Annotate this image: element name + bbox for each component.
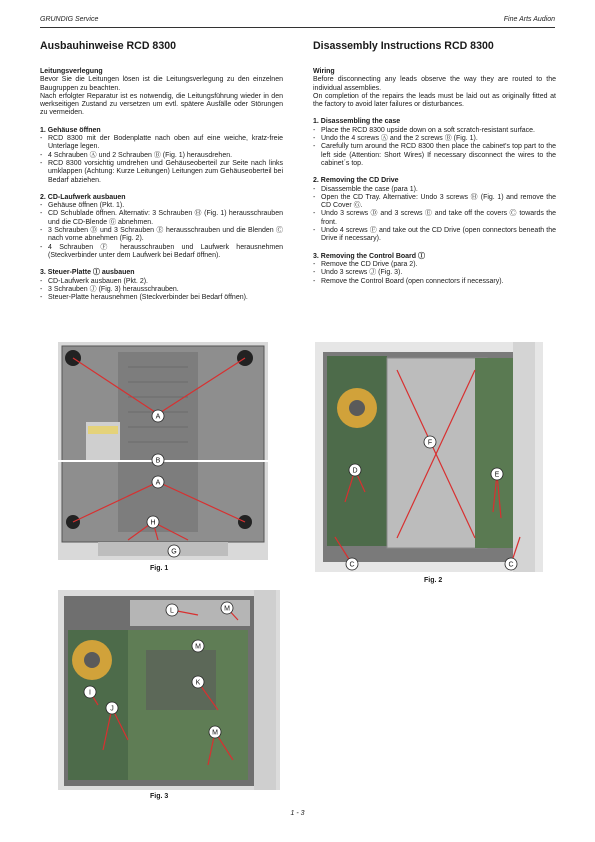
list-item: - Remove the Control Board (open connectors if necessary). [313,278,556,286]
list-item: - RCD 8300 vorsichtig umdrehen und Gehäuseoberteil zur Seite nach links umklappen (Achtung: Kurze Leitungen) Leitungen zum Gehäuseoberteil bei Bedarf abziehen. [40,160,283,185]
list-item: - RCD 8300 mit der Bodenplatte nach oben auf eine weiche, kratz-freie Unterlage legen. [40,135,283,152]
english-title: Disassembly Instructions RCD 8300 [313,40,494,52]
english-column [313,40,556,295]
screw-label: B [155,457,161,465]
list-item: - Gehäuse öffnen (Pkt. 1). [40,202,283,210]
screw-label: D [352,467,358,475]
screw-label: M [195,643,201,651]
figure-3-caption: Fig. 3 [150,793,169,800]
english-section-1 [313,118,556,168]
page-number: 1 - 3 [290,810,305,817]
paragraph: On completion of the repairs the leads must be laid out as originally fitted at the factory to avoid later failures or disturbances. [313,92,556,109]
figure-1-caption: Fig. 1 [150,565,169,572]
screw-label: I [89,689,91,697]
list-item: - Undo 4 screws Ⓕ and take out the CD Drive (open connectors beneath the Drive if necessary). [313,227,556,244]
screw-label: J [110,705,114,713]
german-wiring-section [40,68,283,118]
header-right: Fine Arts Audion [503,16,555,23]
list-item: - Open the CD Tray. Alternative: Undo 3 screws Ⓗ (Fig. 1) and remove the CD Cover Ⓖ. [313,194,556,211]
list-item: - 3 Schrauben Ⓙ (Fig. 3) herausschrauben. [40,286,283,294]
section-heading: 3. Steuer-Platte Ⓘ ausbauen [40,269,135,277]
section-heading: 2. CD-Laufwerk ausbauen [40,193,126,201]
list-item: - CD Schublade öffnen. Alternativ: 3 Schrauben Ⓗ (Fig. 1) herausschrauben und die CD-Blende Ⓖ abnehmen. [40,210,283,227]
german-section-1 [40,127,283,185]
english-section-3 [313,253,556,286]
screw-label: L [170,607,174,615]
list-item: - 4 Schrauben Ⓕ herausschrauben und Laufwerk herausnehmen (Steckverbinder unter dem Laufwerk bei Bedarf öffnen). [40,244,283,261]
english-wiring-section [313,68,556,109]
paragraph: Nach erfolgter Reparatur ist es notwendig, die Leitungsführung wieder in den werkseitigen Zustand zu versetzen um evtl. spätere Ausfälle oder Störungen zu vermeiden. [40,92,283,117]
list-item: - Place the RCD 8300 upside down on a soft scratch-resistant surface. [313,127,556,135]
section-heading: 3. Removing the Control Board Ⓘ [313,252,426,260]
screw-label: E [494,471,500,479]
figure-2-caption: Fig. 2 [424,577,443,584]
list-item: - Remove the CD Drive (para 2). [313,261,556,269]
screw-label: M [224,605,230,613]
section-heading: Wiring [313,68,335,75]
list-item: - 3 Schrauben Ⓓ und 3 Schrauben Ⓔ herausschrauben und die Blenden Ⓒ nach vorne abnehmen (Fig. 2). [40,227,283,244]
screw-label: K [195,679,201,687]
screw-label: A [155,479,161,487]
screw-label: H [150,519,156,527]
list-item: - Undo 3 screws Ⓓ and 3 screws Ⓔ and take off the covers Ⓒ towards the front. [313,210,556,227]
paragraph: Bevor Sie die Leitungen lösen ist die Leitungsverlegung zu den einzelnen Baugruppen zu beachten. [40,76,283,92]
german-section-2 [40,194,283,260]
list-item: - Undo the 4 screws Ⓐ and the 2 screws Ⓑ (Fig. 1). [313,135,556,143]
german-title: Ausbauhinweise RCD 8300 [40,40,176,52]
section-heading: 1. Disassembling the case [313,118,401,126]
section-heading: Leitungsverlegung [40,68,103,75]
paragraph: Before disconnecting any leads observe the way they are routed to the individual assemblies. [313,76,556,92]
german-section-3 [40,269,283,302]
screw-label: G [171,548,177,556]
english-section-2 [313,177,556,243]
section-heading: 2. Removing the CD Drive [313,177,399,185]
screw-label: A [155,413,161,421]
list-item: - Undo 3 screws Ⓙ (Fig. 3). [313,269,556,277]
screw-label: C [349,561,355,569]
list-item: - CD-Laufwerk ausbauen (Pkt. 2). [40,278,283,286]
screw-label: F [427,439,433,447]
german-column [40,40,283,311]
screw-label: M [212,729,218,737]
list-item: - Disassemble the case (para 1). [313,186,556,194]
list-item: - 4 Schrauben Ⓐ und 2 Schrauben Ⓑ (Fig. 1) herausdrehen. [40,152,283,160]
list-item: - Carefully turn around the RCD 8300 then place the cabinet's top part to the left side (Attention: Short Wires) If necessary disconnect the wires to the cabinet´s top. [313,143,556,168]
figure-3-photo [58,590,280,790]
screw-label: C [508,561,514,569]
list-item: - Steuer-Platte herausnehmen (Steckverbinder bei Bedarf öffnen). [40,294,283,302]
header-rule [40,27,555,28]
section-heading: 1. Gehäuse öffnen [40,126,101,134]
header-left: GRUNDIG Service [40,16,99,23]
figure-2-photo [315,342,543,572]
figure-1-photo [58,342,268,560]
